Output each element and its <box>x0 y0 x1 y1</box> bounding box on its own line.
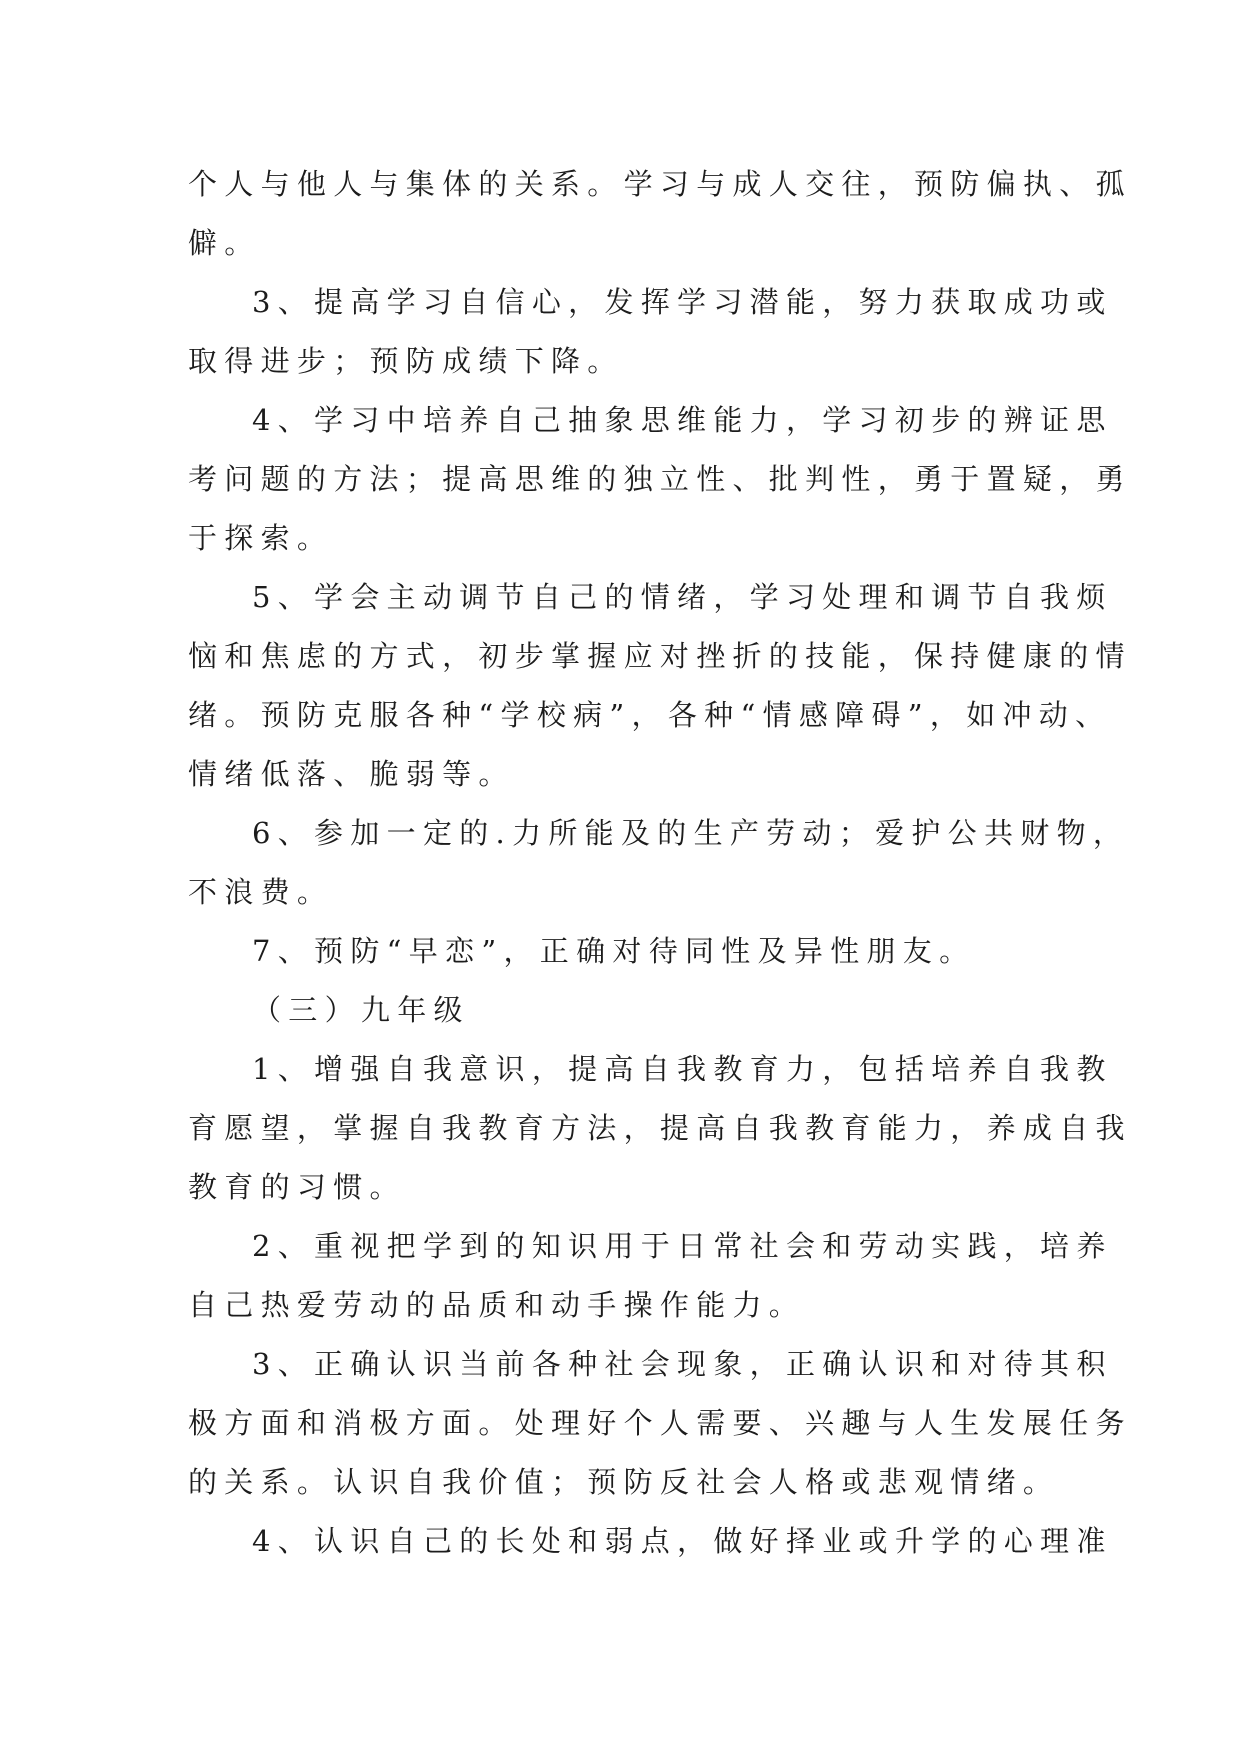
document-body <box>188 155 1132 1571</box>
text-line: 僻。 <box>188 226 261 260</box>
text-line: 自己热爱劳动的品质和动手操作能力。 <box>188 1288 806 1322</box>
text-line: 的关系。认识自我价值；预防反社会人格或悲观情绪。 <box>188 1465 1060 1499</box>
text-line: 极方面和消极方面。处理好个人需要、兴趣与人生发展任务 <box>188 1406 1132 1440</box>
text-line: 3、正确认识当前各种社会现象，正确认识和对待其积 <box>252 1347 1113 1381</box>
text-line: 3、提高学习自信心，发挥学习潜能，努力获取成功或 <box>252 285 1113 319</box>
text-line: 绪。预防克服各种“学校病”，各种“情感障碍”，如冲动、 <box>188 698 1112 732</box>
section-heading: （三）九年级 <box>252 993 470 1027</box>
text-line: 4、认识自己的长处和弱点，做好择业或升学的心理准 <box>252 1524 1113 1558</box>
text-line: 育愿望，掌握自我教育方法，提高自我教育能力，养成自我 <box>188 1111 1132 1145</box>
text-line: 个人与他人与集体的关系。学习与成人交往，预防偏执、孤 <box>188 167 1132 201</box>
text-line: 5、学会主动调节自己的情绪，学习处理和调节自我烦 <box>252 580 1113 614</box>
text-line: 7、预防“早恋”，正确对待同性及异性朋友。 <box>252 934 976 968</box>
text-line: 6、参加一定的.力所能及的生产劳动；爱护公共财物， <box>252 816 1130 850</box>
text-line: 于探索。 <box>188 521 334 555</box>
text-line: 恼和焦虑的方式，初步掌握应对挫折的技能，保持健康的情 <box>188 639 1132 673</box>
text-line: 教育的习惯。 <box>188 1170 406 1204</box>
text-line: 1、增强自我意识，提高自我教育力，包括培养自我教 <box>252 1052 1113 1086</box>
text-line: 4、学习中培养自己抽象思维能力，学习初步的辨证思 <box>252 403 1113 437</box>
text-line: 考问题的方法；提高思维的独立性、批判性，勇于置疑，勇 <box>188 462 1132 496</box>
text-line: 取得进步；预防成绩下降。 <box>188 344 624 378</box>
text-line: 2、重视把学到的知识用于日常社会和劳动实践，培养 <box>252 1229 1113 1263</box>
text-line: 不浪费。 <box>188 875 334 909</box>
text-line: 情绪低落、脆弱等。 <box>188 757 515 791</box>
